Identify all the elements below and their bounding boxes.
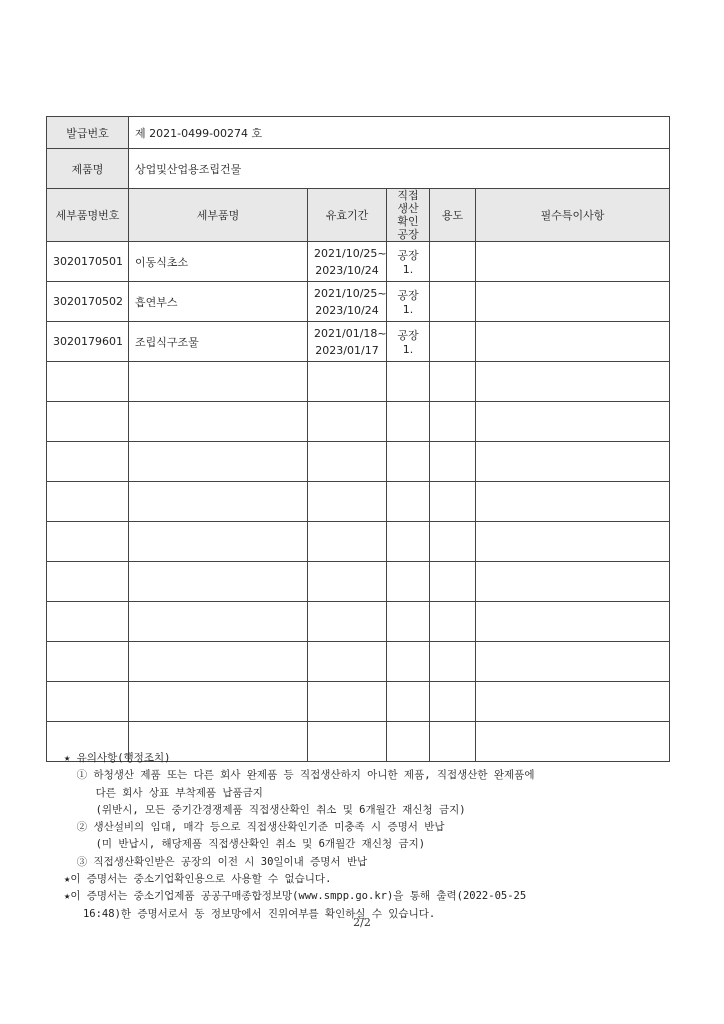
empty-row — [47, 442, 670, 482]
col-header-period: 유효기간 — [308, 189, 387, 242]
notice-line: (미 반납시, 해당제품 직접생산확인 취소 및 6개월간 재신청 금지) — [64, 838, 426, 851]
notice-heading: ★ 유의사항(행정조치) — [64, 752, 171, 764]
row-period-start: 2021/10/25~ — [314, 286, 387, 300]
issue-number-value: 제 2021-0499-00274 호 — [129, 117, 670, 149]
notice-line: ★이 증명서는 중소기업확인용으로 사용할 수 없습니다. — [64, 873, 332, 886]
notice-section — [64, 750, 684, 923]
issue-number-row — [47, 117, 670, 149]
col-header-factory-line1: 직접생산 — [397, 189, 419, 215]
empty-row — [47, 362, 670, 402]
row-period-start: 2021/10/25~ — [314, 246, 387, 260]
product-name-row — [47, 149, 670, 189]
col-header-code: 세부품명번호 — [47, 189, 129, 242]
row-usage — [430, 322, 476, 362]
notice-line: ★이 증명서는 중소기업제품 공공구매종합정보망(www.smpp.go.kr)을 통해 출력(2022-05-25 — [64, 890, 527, 903]
empty-row — [47, 482, 670, 522]
product-name-label: 제품명 — [47, 149, 129, 189]
notice-line: 16:48)한 증명서로서 동 정보망에서 진위여부를 확인하실 수 있습니다. — [64, 907, 436, 920]
col-header-name: 세부품명 — [129, 189, 308, 242]
row-code: 3020170502 — [47, 282, 129, 322]
row-notes — [476, 242, 670, 282]
row-period — [308, 322, 387, 362]
notice-line: (위반시, 모든 중기간경쟁제품 직접생산확인 취소 및 6개월간 재신청 금지) — [64, 803, 466, 816]
row-notes — [476, 282, 670, 322]
empty-row — [47, 522, 670, 562]
table-row — [47, 242, 670, 282]
table-row — [47, 282, 670, 322]
row-usage — [430, 242, 476, 282]
row-usage — [430, 282, 476, 322]
row-period — [308, 282, 387, 322]
col-header-factory-line2: 확인공장 — [397, 215, 419, 241]
row-period-end: 2023/01/17 — [315, 343, 379, 357]
table-row — [47, 322, 670, 362]
row-notes — [476, 322, 670, 362]
notice-line: ③ 직접생산확인받은 공장의 이전 시 30일이내 증명서 반납 — [64, 855, 368, 868]
empty-row — [47, 402, 670, 442]
col-header-notes: 필수특이사항 — [476, 189, 670, 242]
row-code: 3020170501 — [47, 242, 129, 282]
empty-row — [47, 682, 670, 722]
row-factory: 공장1. — [387, 322, 430, 362]
row-code: 3020179601 — [47, 322, 129, 362]
notice-line: ② 생산설비의 임대, 매각 등으로 직접생산확인기준 미충족 시 증명서 반납 — [64, 821, 445, 834]
issue-number-label: 발급번호 — [47, 117, 129, 149]
row-factory: 공장1. — [387, 282, 430, 322]
empty-row — [47, 562, 670, 602]
row-name: 이동식초소 — [129, 242, 308, 282]
col-header-factory — [387, 189, 430, 242]
col-header-usage: 용도 — [430, 189, 476, 242]
column-header-row — [47, 189, 670, 242]
row-period-start: 2021/01/18~ — [314, 326, 387, 340]
row-period-end: 2023/10/24 — [315, 303, 379, 317]
row-period — [308, 242, 387, 282]
row-name: 조립식구조물 — [129, 322, 308, 362]
product-name-value: 상업및산업용조립건물 — [129, 149, 670, 189]
row-factory: 공장1. — [387, 242, 430, 282]
row-name: 흡연부스 — [129, 282, 308, 322]
certificate-table — [46, 116, 670, 762]
empty-row — [47, 642, 670, 682]
page-number: 2/2 — [353, 916, 371, 929]
notice-line: ① 하청생산 제품 또는 다른 회사 완제품 등 직접생산하지 아니한 제품, 직접생산한 완제품에 — [64, 769, 535, 782]
empty-row — [47, 602, 670, 642]
notice-line: 다른 회사 상표 부착제품 납품금지 — [64, 786, 263, 799]
row-period-end: 2023/10/24 — [315, 263, 379, 277]
